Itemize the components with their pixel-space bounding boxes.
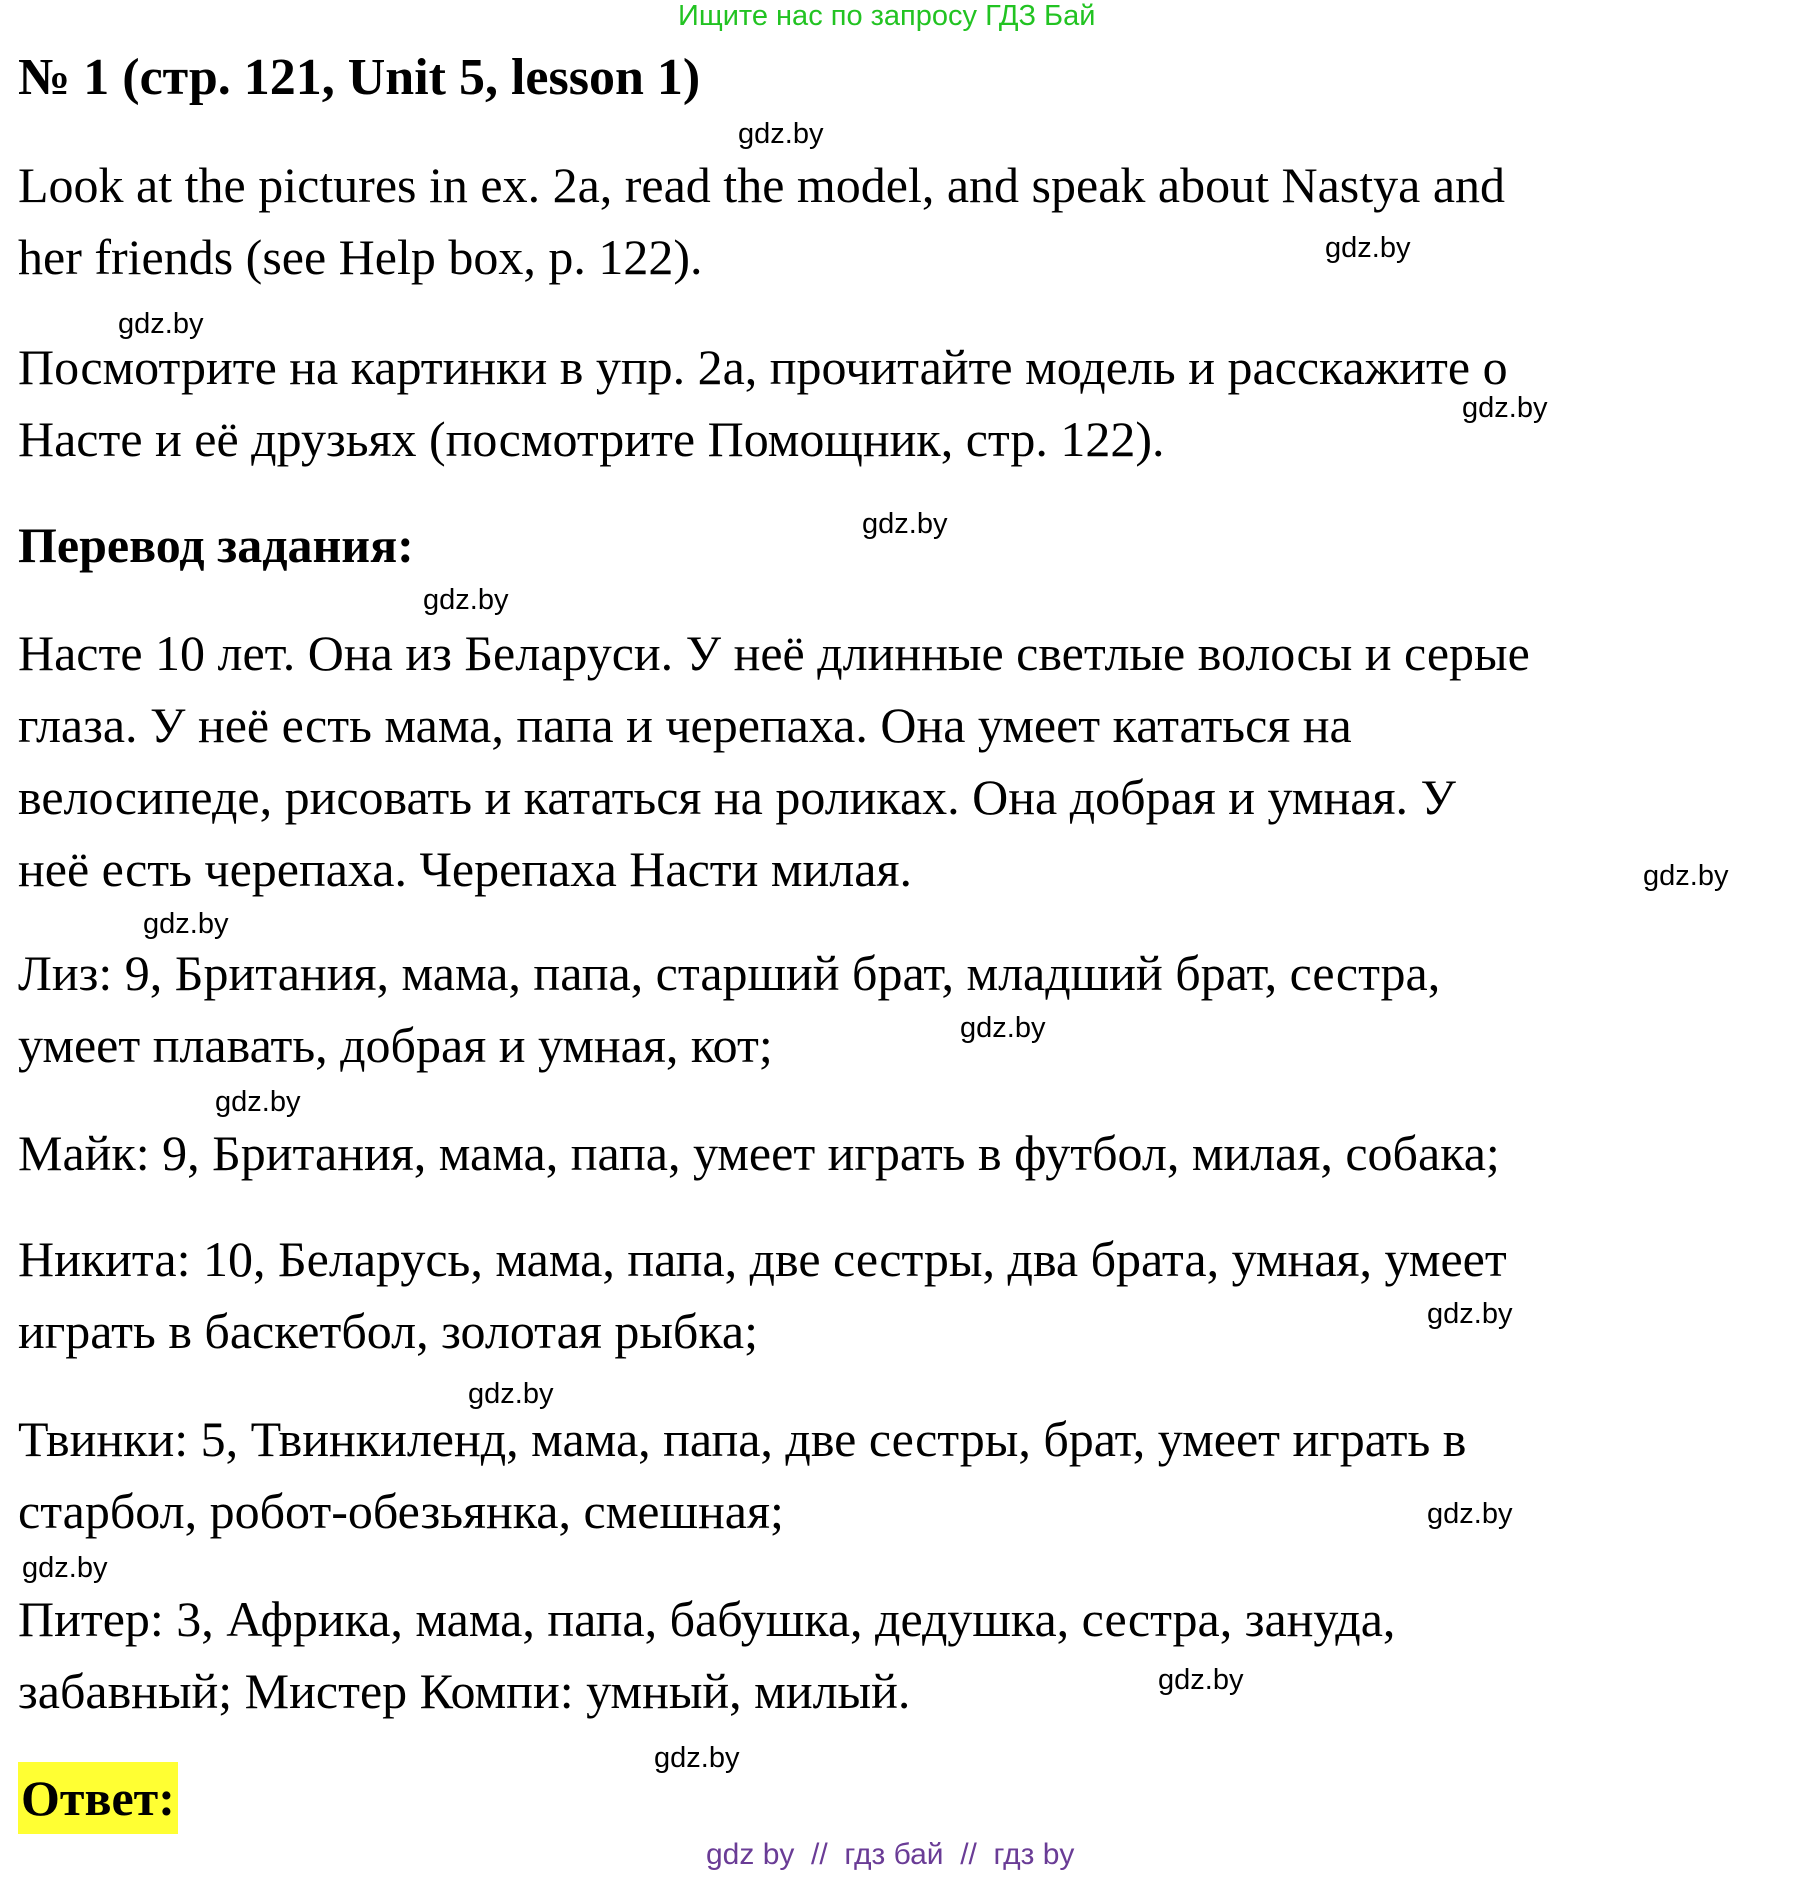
answer-label: Ответ:: [18, 1762, 178, 1834]
watermark: gdz.by: [1462, 392, 1548, 424]
nastya-line-2: глаза. У неё есть мама, папа и черепаха. Она умеет кататься на: [18, 697, 1352, 753]
mike-line-1: Майк: 9, Британия, мама, папа, умеет играть в футбол, милая, собака;: [18, 1125, 1500, 1181]
watermark: gdz.by: [1325, 232, 1411, 264]
task-en-line-1: Look at the pictures in ex. 2a, read the model, and speak about Nastya and: [18, 157, 1506, 213]
task-ru-line-1: Посмотрите на картинки в упр. 2a, прочитайте модель и расскажите о: [18, 339, 1508, 395]
task-ru-line-2: Насте и её друзьях (посмотрите Помощник, стр. 122).: [18, 411, 1165, 467]
watermark: gdz.by: [22, 1552, 108, 1584]
liz-line-2: умеет плавать, добрая и умная, кот;: [18, 1017, 773, 1073]
watermark: gdz.by: [1427, 1298, 1513, 1330]
translation-heading: Перевод задания:: [18, 517, 414, 573]
peter-line-1: Питер: 3, Африка, мама, папа, бабушка, дедушка, сестра, зануда,: [18, 1591, 1396, 1647]
nikita-line-1: Никита: 10, Беларусь, мама, папа, две сестры, два брата, умная, умеет: [18, 1231, 1507, 1287]
task-en-line-2: her friends (see Help box, p. 122).: [18, 229, 703, 285]
watermark: gdz.by: [423, 584, 509, 616]
watermark: gdz.by: [215, 1086, 301, 1118]
watermark: gdz.by: [1427, 1498, 1513, 1530]
promo-text[interactable]: Ищите нас по запросу ГДЗ Бай: [678, 0, 1096, 32]
watermark: gdz.by: [738, 118, 824, 150]
watermark: gdz.by: [654, 1742, 740, 1774]
nastya-line-4: неё есть черепаха. Черепаха Насти милая.: [18, 841, 912, 897]
watermark: gdz.by: [118, 308, 204, 340]
liz-line-1: Лиз: 9, Британия, мама, папа, старший брат, младший брат, сестра,: [18, 945, 1441, 1001]
watermark: gdz.by: [143, 908, 229, 940]
footer-links[interactable]: gdz by // гдз бай // гдз by: [706, 1838, 1075, 1871]
nastya-line-3: велосипеде, рисовать и кататься на роликах. Она добрая и умная. У: [18, 769, 1456, 825]
nastya-line-1: Насте 10 лет. Она из Беларуси. У неё длинные светлые волосы и серые: [18, 625, 1530, 681]
watermark: gdz.by: [862, 508, 948, 540]
twinkie-line-2: старбол, робот-обезьянка, смешная;: [18, 1483, 784, 1539]
watermark: gdz.by: [468, 1378, 554, 1410]
watermark: gdz.by: [960, 1012, 1046, 1044]
peter-line-2: забавный; Мистер Компи: умный, милый.: [18, 1663, 911, 1719]
page-title: № 1 (стр. 121, Unit 5, lesson 1): [18, 49, 701, 106]
nikita-line-2: играть в баскетбол, золотая рыбка;: [18, 1303, 758, 1359]
twinkie-line-1: Твинки: 5, Твинкиленд, мама, папа, две сестры, брат, умеет играть в: [18, 1411, 1467, 1467]
watermark: gdz.by: [1158, 1664, 1244, 1696]
watermark: gdz.by: [1643, 860, 1729, 892]
